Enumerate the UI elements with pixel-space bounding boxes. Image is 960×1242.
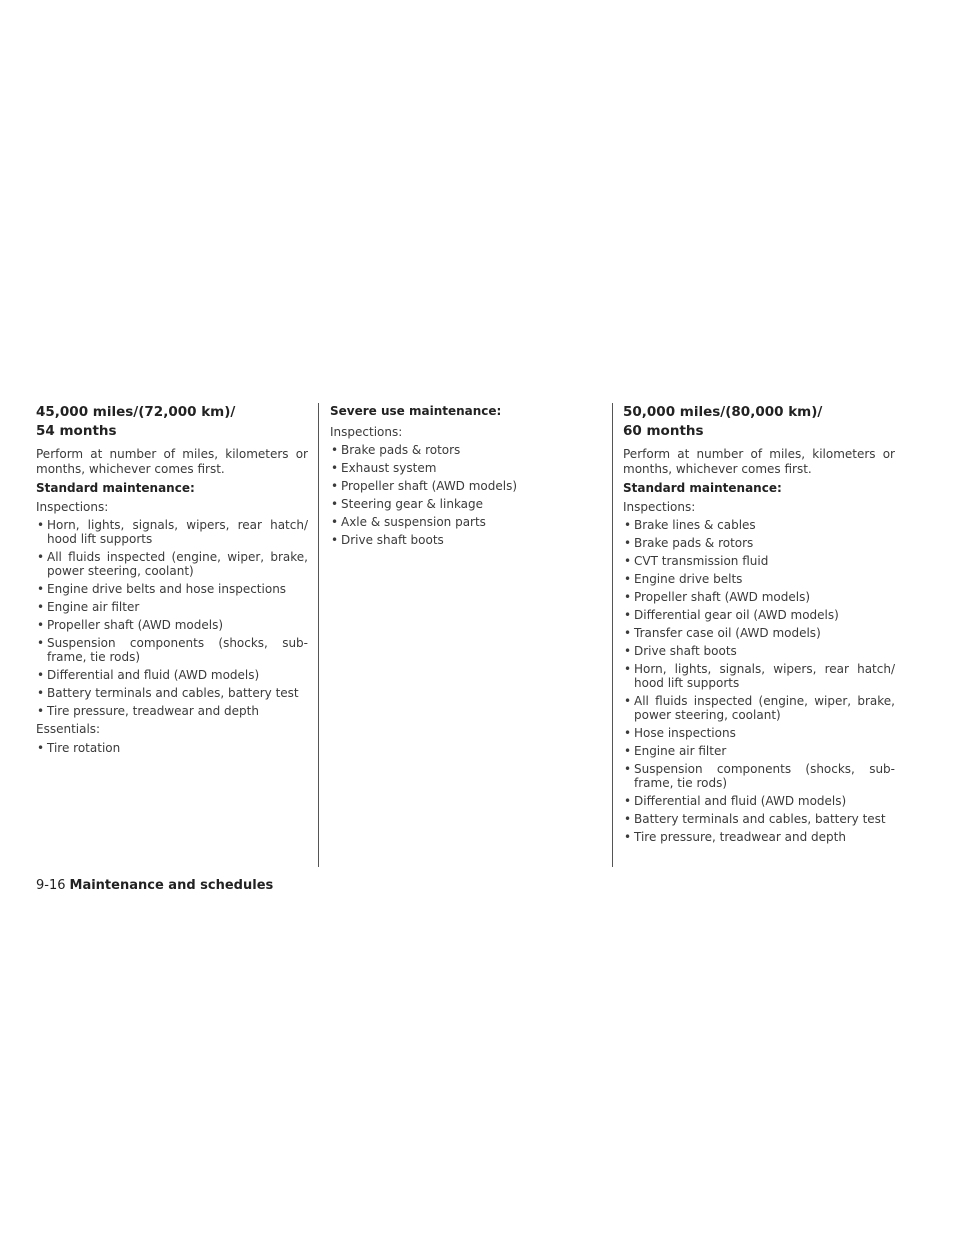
list-item: • Differential and fluid (AWD models) (36, 668, 308, 682)
list-item: • Brake pads & rotors (623, 536, 895, 550)
list-item: • Steering gear & linkage (330, 497, 598, 511)
column-divider (318, 403, 319, 867)
column-50000-miles (623, 403, 895, 848)
heading-line-1: 50,000 miles/(80,000 km)/ (623, 404, 823, 420)
inspections-label: Inspections: (36, 499, 109, 514)
column-45000-miles (36, 403, 308, 759)
inspections-label: Inspections: (330, 424, 403, 439)
heading-line-1: 45,000 miles/(72,000 km)/ (36, 404, 236, 420)
list-item: • Drive shaft boots (623, 644, 895, 658)
column-divider (612, 403, 613, 867)
list-item: • Engine air filter (36, 600, 308, 614)
list-item: • CVT transmission fluid (623, 554, 895, 568)
intro-text: Perform at number of miles, kilometers or months, whichever comes first. (623, 447, 895, 476)
list-item: • Propeller shaft (AWD models) (623, 590, 895, 604)
list-item: • Horn, lights, signals, wipers, rear hatch/ hood lift supports (623, 662, 895, 690)
list-item: • Horn, lights, signals, wipers, rear hatch/ hood lift supports (36, 518, 308, 546)
list-item: • Exhaust system (330, 461, 598, 475)
column-severe-use (330, 403, 598, 551)
intro-text: Perform at number of miles, kilometers or months, whichever comes first. (36, 447, 308, 476)
inspections-list (36, 518, 308, 718)
list-item: • Differential gear oil (AWD models) (623, 608, 895, 622)
list-item: • Engine air filter (623, 744, 895, 758)
page-number: 9-16 (36, 878, 66, 893)
inspections-list (330, 443, 598, 547)
list-item: • Propeller shaft (AWD models) (36, 618, 308, 632)
standard-maintenance-label: Standard maintenance: (623, 481, 782, 495)
list-item: • Battery terminals and cables, battery test (623, 812, 895, 826)
section-title: Maintenance and schedules (69, 878, 274, 893)
list-item: • Propeller shaft (AWD models) (330, 479, 598, 493)
section-heading-45000-miles (36, 403, 308, 441)
list-item: • Drive shaft boots (330, 533, 598, 547)
list-item: • Engine drive belts and hose inspections (36, 582, 308, 596)
list-item: • Brake pads & rotors (330, 443, 598, 457)
list-item: • Differential and fluid (AWD models) (623, 794, 895, 808)
essentials-label: Essentials: (36, 722, 101, 736)
heading-line-2: 54 months (36, 423, 117, 439)
list-item: • All fluids inspected (engine, wiper, brake, power steering, coolant) (36, 550, 308, 578)
list-item: • Engine drive belts (623, 572, 895, 586)
severe-use-maintenance-label: Severe use maintenance: (330, 404, 502, 418)
heading-line-2: 60 months (623, 423, 704, 439)
list-item: • Battery terminals and cables, battery test (36, 686, 308, 700)
essentials-list (36, 741, 308, 755)
list-item: • All fluids inspected (engine, wiper, brake, power steering, coolant) (623, 694, 895, 722)
list-item: • Tire rotation (36, 741, 308, 755)
list-item: • Axle & suspension parts (330, 515, 598, 529)
list-item: • Brake lines & cables (623, 518, 895, 532)
list-item: • Tire pressure, treadwear and depth (36, 704, 308, 718)
list-item: • Hose inspections (623, 726, 895, 740)
page-footer (36, 878, 273, 894)
list-item: • Tire pressure, treadwear and depth (623, 830, 895, 844)
inspections-list (623, 518, 895, 844)
list-item: • Suspension components (shocks, sub-frame, tie rods) (623, 762, 895, 790)
standard-maintenance-label: Standard maintenance: (36, 481, 195, 495)
section-heading-50000-miles (623, 403, 895, 441)
inspections-label: Inspections: (623, 499, 696, 514)
list-item: • Transfer case oil (AWD models) (623, 626, 895, 640)
list-item: • Suspension components (shocks, sub-frame, tie rods) (36, 636, 308, 664)
